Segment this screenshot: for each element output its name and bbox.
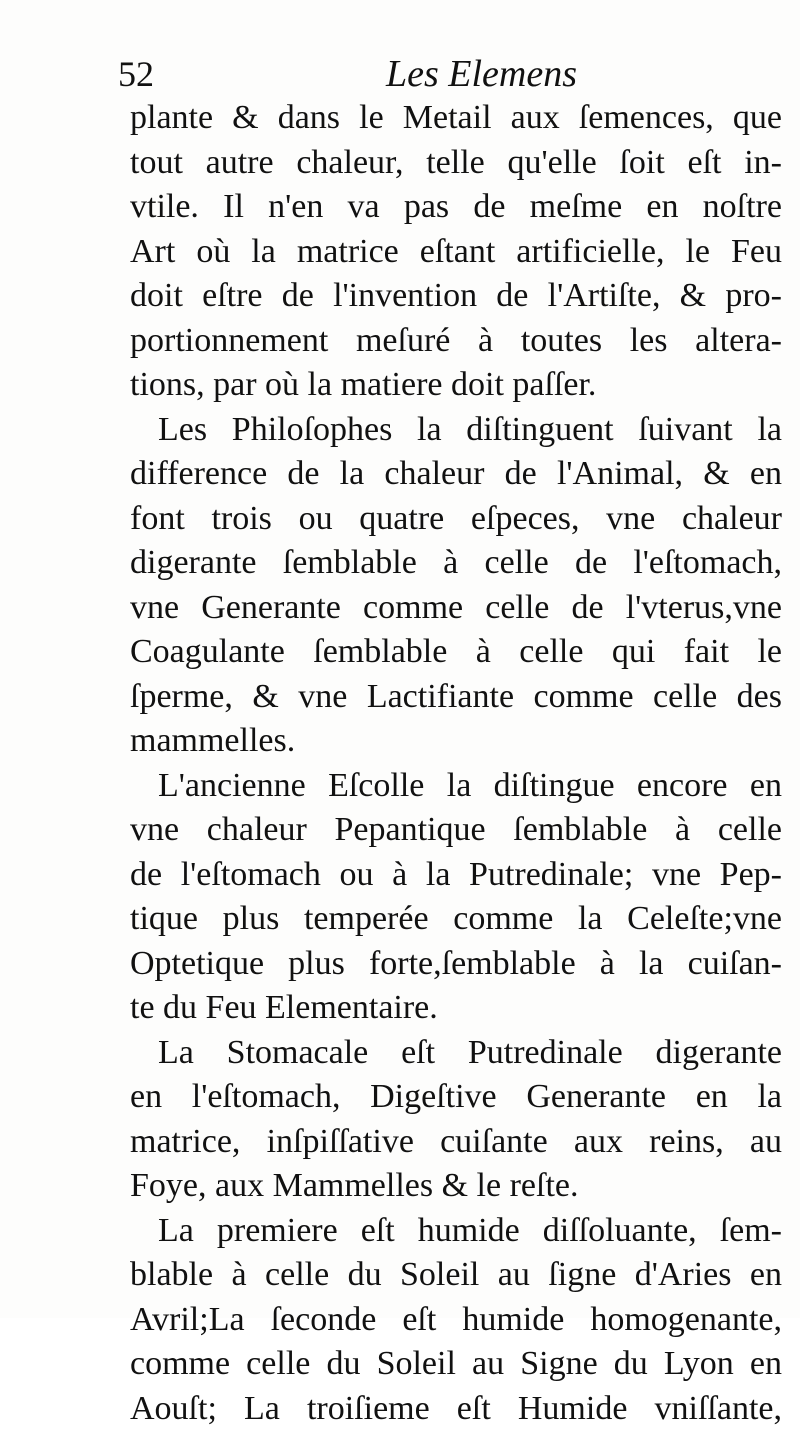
page-number: 52 <box>118 52 154 96</box>
text-line: doit eſtre de l'invention de l'Artiſte, & pro- <box>130 274 782 319</box>
text-line: Art où la matrice eſtant artificielle, le Feu <box>130 230 782 275</box>
page-header <box>118 52 778 96</box>
text-line: ſperme, & vne Lactifiante comme celle des <box>130 675 782 720</box>
text-line: difference de la chaleur de l'Animal, & en <box>130 452 782 497</box>
text-line: portionnement meſuré à toutes les altera- <box>130 319 782 364</box>
text-line: Coagulante ſemblable à celle qui fait le <box>130 630 782 675</box>
text-line: blable à celle du Soleil au ſigne d'Aries en <box>130 1253 782 1298</box>
text-line: Optetique plus forte,ſemblable à la cuiſan- <box>130 942 782 987</box>
text-line: digerante ſemblable à celle de l'eſtomach, <box>130 541 782 586</box>
text-line: plante & dans le Metail aux ſemences, que <box>130 96 782 141</box>
text-line: mammelles. <box>130 719 782 764</box>
body-text <box>130 96 782 1431</box>
text-line: vne Generante comme celle de l'vterus,vne <box>130 586 782 631</box>
running-title: Les Elemens <box>386 52 577 96</box>
text-line: tout autre chaleur, telle qu'elle ſoit eſt in- <box>130 141 782 186</box>
text-line: en l'eſtomach, Digeſtive Generante en la <box>130 1075 782 1120</box>
text-line: te du Feu Elementaire. <box>130 986 782 1031</box>
text-line: L'ancienne Eſcolle la diſtingue encore en <box>130 764 782 809</box>
text-line: comme celle du Soleil au Signe du Lyon en <box>130 1342 782 1387</box>
text-line: Les Philoſophes la diſtinguent ſuivant la <box>130 408 782 453</box>
text-line: La premiere eſt humide diſſoluante, ſem- <box>130 1209 782 1254</box>
text-line: vne chaleur Pepantique ſemblable à celle <box>130 808 782 853</box>
text-line: de l'eſtomach ou à la Putredinale; vne Pep- <box>130 853 782 898</box>
text-line: tique plus temperée comme la Celeſte;vne <box>130 897 782 942</box>
text-line: matrice, inſpiſſative cuiſante aux reins, au <box>130 1120 782 1165</box>
text-line: vtile. Il n'en va pas de meſme en noſtre <box>130 185 782 230</box>
text-line: font trois ou quatre eſpeces, vne chaleur <box>130 497 782 542</box>
text-line: Avril;La ſeconde eſt humide homogenante, <box>130 1298 782 1343</box>
text-line: Aouſt; La troiſieme eſt Humide vniſſante, <box>130 1387 782 1431</box>
text-line: La Stomacale eſt Putredinale digerante <box>130 1031 782 1076</box>
text-line: tions, par où la matiere doit paſſer. <box>130 363 782 408</box>
text-line: Foye, aux Mammelles & le reſte. <box>130 1164 782 1209</box>
